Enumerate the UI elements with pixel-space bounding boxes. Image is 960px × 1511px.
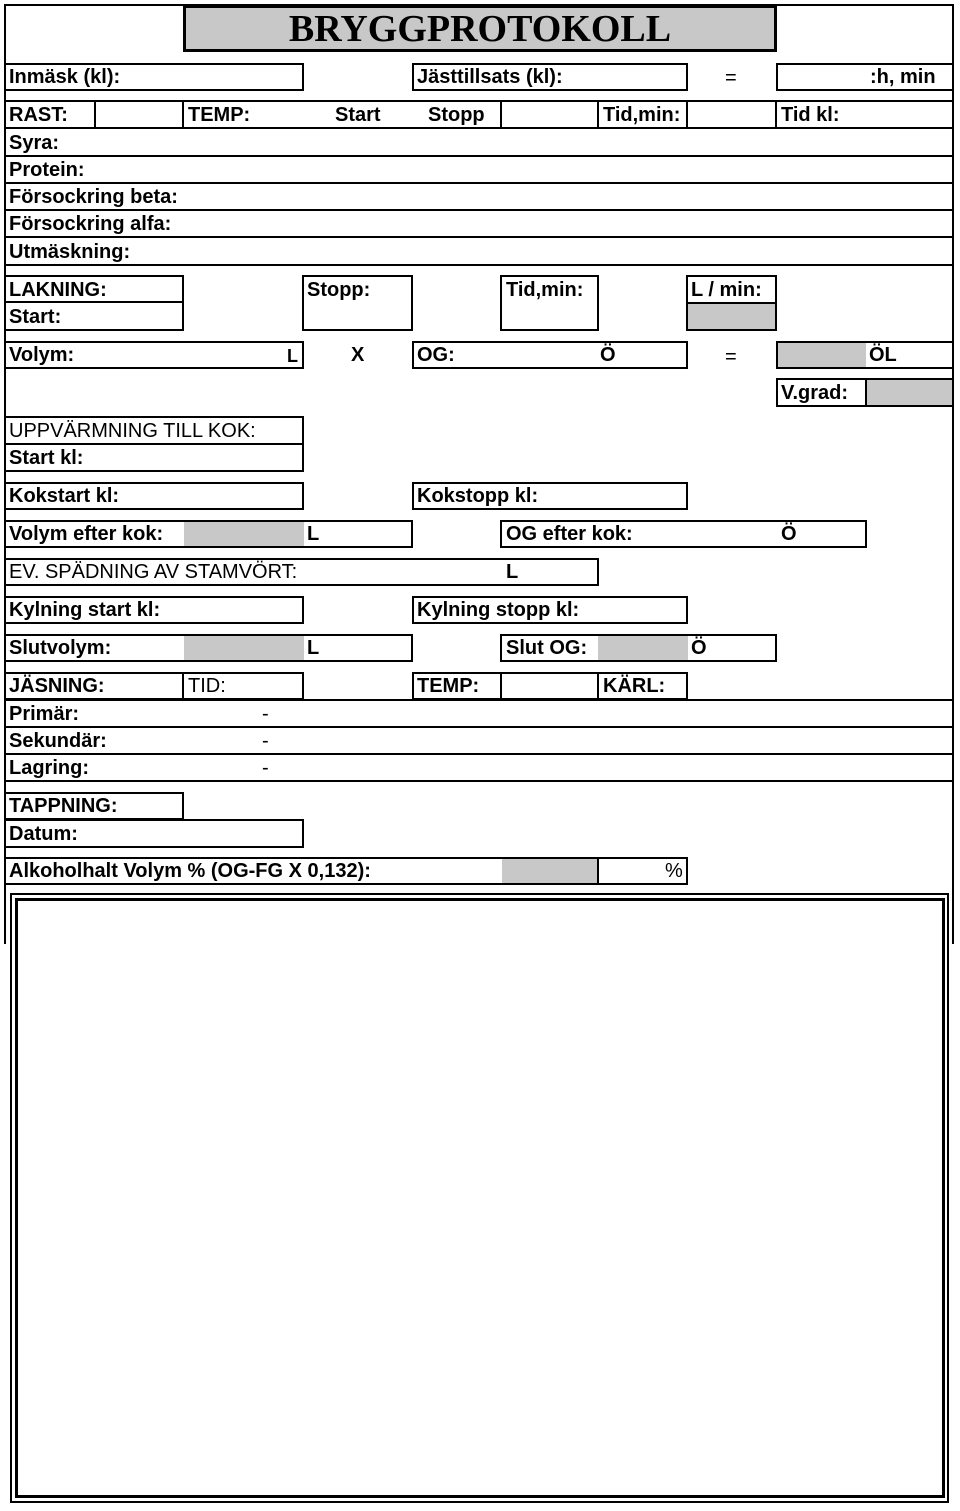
- volym-efter-kok-label: Volym efter kok:: [9, 523, 164, 545]
- jasning-tid-label: TID:: [188, 675, 226, 697]
- rest-beta-label: Försockring beta:: [9, 186, 178, 208]
- slutvolym-unit: L: [307, 637, 320, 659]
- tappning-datum-label: Datum:: [9, 823, 78, 845]
- slut-og-unit: Ö: [691, 637, 707, 659]
- lagring-dash: -: [262, 757, 269, 779]
- ferment-line: [4, 699, 954, 701]
- ferment-line: [4, 780, 954, 782]
- ol-unit: ÖL: [869, 344, 897, 366]
- lagring-label: Lagring:: [9, 757, 89, 779]
- rest-protein-label: Protein:: [9, 159, 85, 181]
- alkoholhalt-unit: %: [665, 860, 683, 882]
- og-label: OG:: [417, 344, 455, 366]
- stopp-divider: [500, 100, 502, 129]
- temp-label: TEMP:: [188, 104, 251, 126]
- uppvarmning-start-label: Start kl:: [9, 447, 84, 469]
- og-efter-kok-label: OG efter kok:: [506, 523, 633, 545]
- og-efter-kok-unit: Ö: [781, 523, 797, 545]
- temp-divider: [182, 100, 184, 129]
- jasning-divider: [182, 672, 184, 700]
- rast-label: RAST:: [9, 104, 68, 126]
- alkoholhalt-divider: [597, 857, 599, 885]
- kylning-stopp-label: Kylning stopp kl:: [417, 599, 580, 621]
- ferment-line: [4, 753, 954, 755]
- lakning-lmin-label: L / min:: [691, 279, 762, 301]
- tidmin-label: Tid,min:: [603, 104, 681, 126]
- rest-utmaskning-label: Utmäskning:: [9, 241, 131, 263]
- volym-efter-kok-unit: L: [307, 523, 320, 545]
- primar-label: Primär:: [9, 703, 80, 725]
- jasning-temp-label: TEMP:: [417, 675, 480, 697]
- lmin-divider: [686, 302, 777, 304]
- slutvolym-label: Slutvolym:: [9, 637, 112, 659]
- inmask-label: Inmäsk (kl):: [9, 66, 121, 88]
- spadning-unit: L: [506, 561, 519, 583]
- volym-unit: L: [287, 346, 298, 366]
- notes-area[interactable]: [15, 898, 945, 1498]
- lakning-start-label: Start:: [9, 306, 62, 328]
- slutvolym-result: [184, 636, 304, 660]
- page-title: BRYGGPROTOKOLL: [183, 5, 777, 52]
- equals-sign: =: [725, 67, 737, 89]
- lakning-lmin-result: [688, 303, 775, 329]
- og-unit: Ö: [600, 344, 616, 366]
- rest-alfa-label: Försockring alfa:: [9, 213, 172, 235]
- lakning-stopp-label: Stopp:: [307, 279, 371, 301]
- row-line: [4, 264, 954, 266]
- start-label: Start: [335, 104, 381, 126]
- kokstopp-label: Kokstopp kl:: [417, 485, 539, 507]
- tidkl-label: Tid kl:: [781, 104, 840, 126]
- equals-sign-2: =: [725, 346, 737, 368]
- jasning-label: JÄSNING:: [9, 675, 105, 697]
- tidkl-divider: [775, 100, 777, 129]
- jasning-karl-divider: [597, 672, 599, 700]
- sekundar-label: Sekundär:: [9, 730, 107, 752]
- alkoholhalt-result: [502, 859, 597, 883]
- volym-efter-kok-result: [184, 522, 304, 546]
- spadning-label: EV. SPÄDNING AV STAMVÖRT:: [9, 561, 298, 583]
- tappning-label: TAPPNING:: [9, 795, 118, 817]
- jasning-karl-label: KÄRL:: [603, 675, 666, 697]
- volym-label: Volym:: [9, 344, 75, 366]
- jasttillsats-label: Jästtillsats (kl):: [417, 66, 563, 88]
- row-line: [4, 182, 954, 184]
- row-line: [4, 209, 954, 211]
- row-line: [4, 155, 954, 157]
- rast-bottom-line: [4, 127, 954, 129]
- lakning-label: LAKNING:: [9, 279, 107, 301]
- ferment-line: [4, 726, 954, 728]
- slut-og-result: [598, 636, 688, 660]
- vgrad-label: V.grad:: [781, 382, 849, 404]
- row-line: [4, 236, 954, 238]
- multiply-sign: X: [351, 344, 365, 366]
- kylning-start-label: Kylning start kl:: [9, 599, 161, 621]
- primar-dash: -: [262, 703, 269, 725]
- kokstart-label: Kokstart kl:: [9, 485, 120, 507]
- rest-syra-label: Syra:: [9, 132, 60, 154]
- jasning-temp-divider: [500, 672, 502, 700]
- slut-og-label: Slut OG:: [506, 637, 588, 659]
- sekundar-dash: -: [262, 730, 269, 752]
- tidmin-end-divider: [686, 100, 688, 129]
- stopp-label: Stopp: [428, 104, 485, 126]
- vgrad-divider: [865, 378, 867, 407]
- hmin-label: :h, min: [870, 66, 936, 88]
- tidmin-divider: [597, 100, 599, 129]
- alkoholhalt-label: Alkoholhalt Volym % (OG-FG X 0,132):: [9, 860, 371, 882]
- ol-result: [778, 343, 866, 367]
- rast-top-line: [4, 100, 954, 102]
- uppvarmning-label: UPPVÄRMNING TILL KOK:: [9, 420, 256, 442]
- vgrad-result: [866, 380, 952, 405]
- rast-divider: [94, 100, 96, 129]
- lakning-tidmin-label: Tid,min:: [506, 279, 584, 301]
